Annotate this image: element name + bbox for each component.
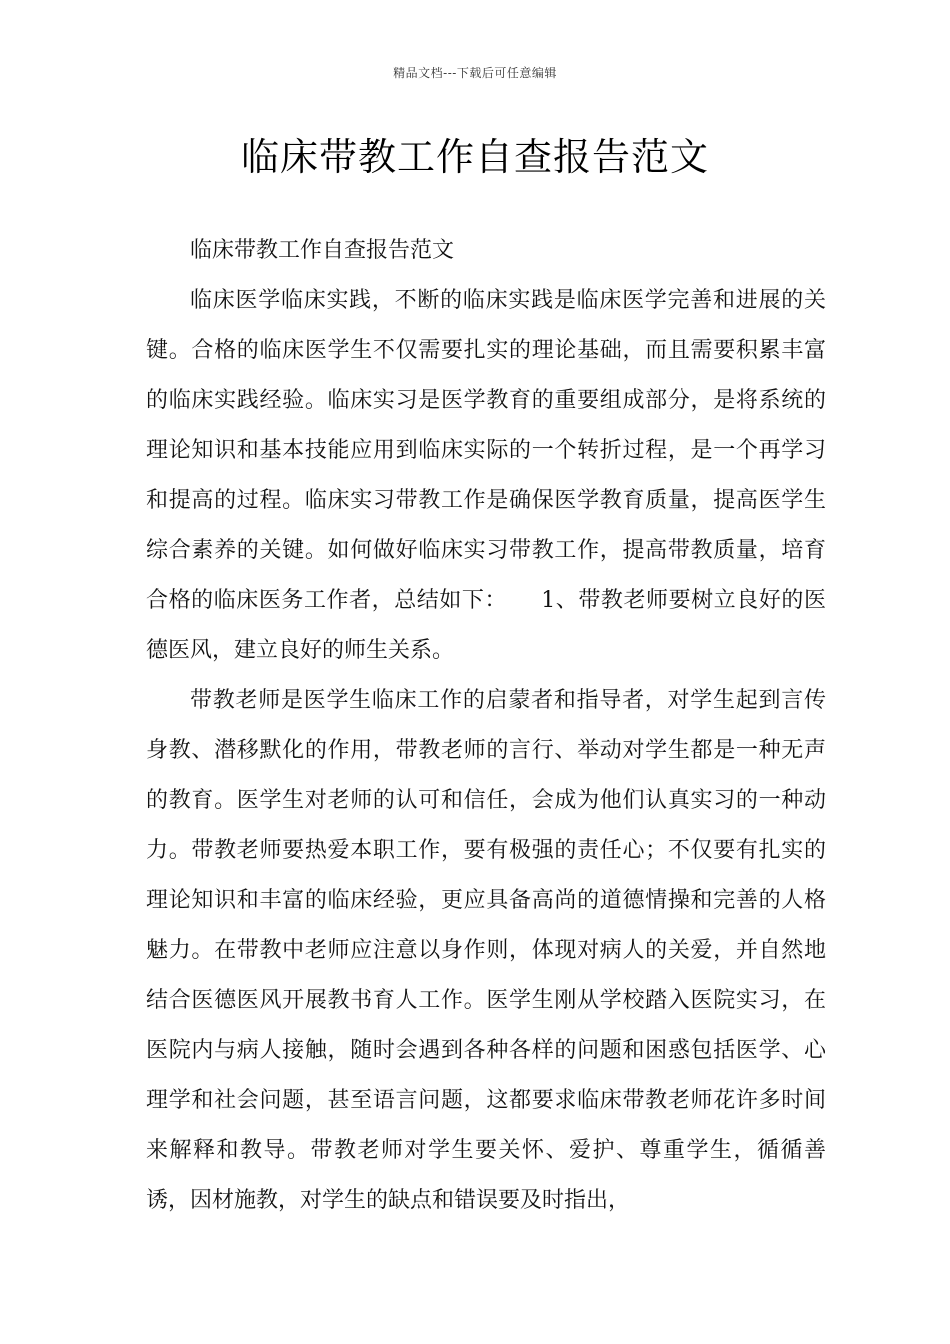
document-title: 临床带教工作自查报告范文 xyxy=(240,135,709,179)
document-subtitle: 临床带教工作自查报告范文 xyxy=(190,238,455,263)
document-body xyxy=(146,226,826,1226)
paragraph-2: 带教老师是医学生临床工作的启蒙者和指导者，对学生起到言传身教、潜移默化的作用，带教老师的言行、举动对学生都是一种无声的教育。医学生对老师的认可和信任，会成为他们认真实习的一种动力。带教老师要热爱本职工作，要有极强的责任心；不仅要有扎实的理论知识和丰富的临床经验，更应具备高尚的道德情操和完善的人格魅力。在带教中老师应注意以身作则，体现对病人的关爱，并自然地结合医德医风开展教书育人工作。医学生刚从学校踏入医院实习，在医院内与病人接触，随时会遇到各种各样的问题和困惑包括医学、心理学和社会问题，甚至语言问题，这都要求临床带教老师花许多时间来解释和教导。带教老师对学生要关怀、爱护、尊重学生，循循善诱，因材施教，对学生的缺点和错误要及时指出， xyxy=(146,688,826,1213)
paragraph-1: 临床医学临床实践，不断的临床实践是临床医学完善和进展的关键。合格的临床医学生不仅需要扎实的理论基础，而且需要积累丰富的临床实践经验。临床实习是医学教育的重要组成部分，是将系统的理论知识和基本技能应用到临床实际的一个转折过程，是一个再学习和提高的过程。临床实习带教工作是确保医学教育质量，提高医学生综合素养的关键。如何做好临床实习带教工作，提高带教质量，培育合格的临床医务工作者，总结如下： 1、带教老师要树立良好的医德医风，建立良好的师生关系。 xyxy=(146,288,826,663)
header-note: 精品文档---下载后可任意编辑 xyxy=(393,66,557,80)
